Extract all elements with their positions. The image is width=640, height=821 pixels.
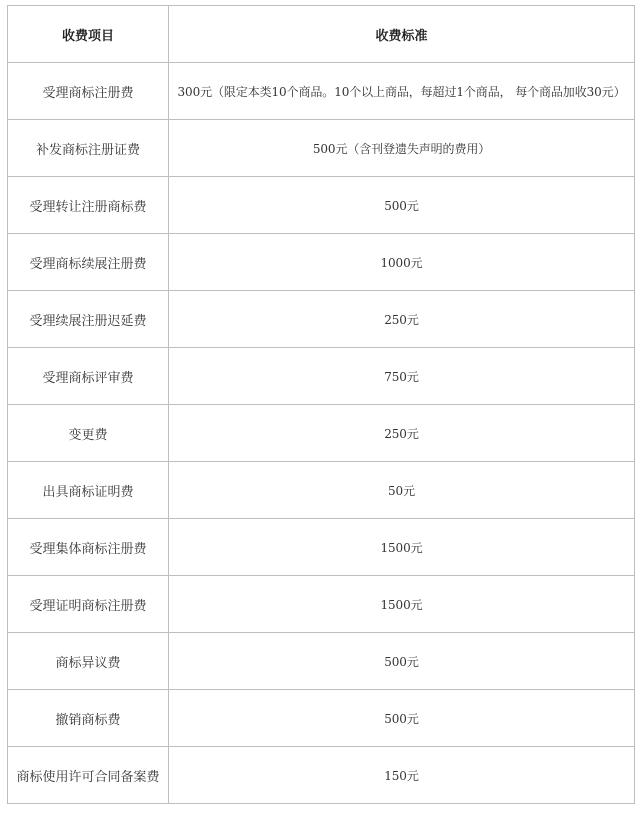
fee-standard-cell: 300元（限定本类10个商品。10个以上商品，每超过1个商品， 每个商品加收30元） [169, 63, 635, 120]
fee-item-cell: 商标使用许可合同备案费 [8, 747, 169, 804]
fee-standard-cell: 1000元 [169, 234, 635, 291]
fee-standard-cell: 500元 [169, 177, 635, 234]
fee-standard-cell: 1500元 [169, 519, 635, 576]
table-row [8, 177, 635, 234]
fee-item-cell: 受理证明商标注册费 [8, 576, 169, 633]
fee-table [7, 5, 635, 804]
fee-item-cell: 商标异议费 [8, 633, 169, 690]
fee-item-cell: 受理商标评审费 [8, 348, 169, 405]
table-row [8, 234, 635, 291]
header-fee-item: 收费项目 [8, 6, 169, 63]
fee-standard-cell: 250元 [169, 405, 635, 462]
fee-item-cell: 撤销商标费 [8, 690, 169, 747]
fee-item-cell: 受理商标注册费 [8, 63, 169, 120]
fee-standard-cell: 150元 [169, 747, 635, 804]
table-row [8, 633, 635, 690]
fee-standard-cell: 50元 [169, 462, 635, 519]
table-row [8, 690, 635, 747]
fee-item-cell: 受理续展注册迟延费 [8, 291, 169, 348]
fee-item-cell: 变更费 [8, 405, 169, 462]
table-row [8, 462, 635, 519]
fee-standard-cell: 500元（含刊登遗失声明的费用） [169, 120, 635, 177]
fee-standard-cell: 750元 [169, 348, 635, 405]
fee-standard-cell: 1500元 [169, 576, 635, 633]
table-row [8, 405, 635, 462]
table-row [8, 576, 635, 633]
table-row [8, 519, 635, 576]
fee-item-cell: 受理转让注册商标费 [8, 177, 169, 234]
fee-standard-cell: 500元 [169, 633, 635, 690]
table-row [8, 348, 635, 405]
fee-item-cell: 受理商标续展注册费 [8, 234, 169, 291]
fee-standard-cell: 500元 [169, 690, 635, 747]
header-fee-standard: 收费标准 [169, 6, 635, 63]
fee-item-cell: 受理集体商标注册费 [8, 519, 169, 576]
table-header-row [8, 6, 635, 63]
table-row [8, 63, 635, 120]
table-row [8, 747, 635, 804]
fee-item-cell: 出具商标证明费 [8, 462, 169, 519]
table-row [8, 291, 635, 348]
fee-item-cell: 补发商标注册证费 [8, 120, 169, 177]
table-row [8, 120, 635, 177]
fee-standard-cell: 250元 [169, 291, 635, 348]
